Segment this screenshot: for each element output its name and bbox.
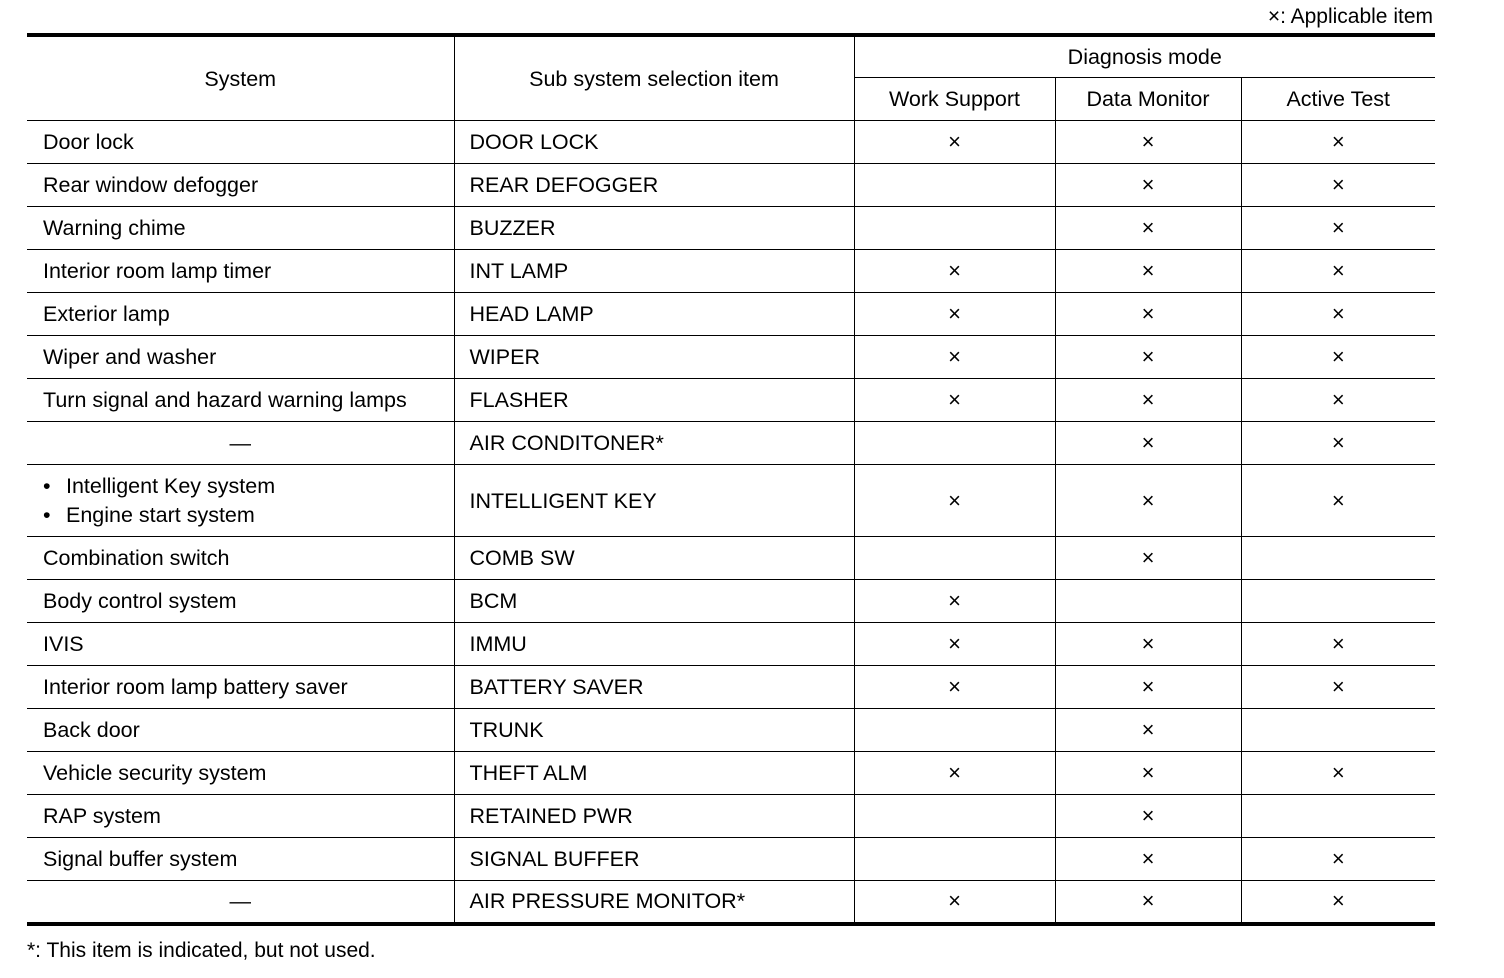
work-support-mark: ×	[854, 881, 1055, 924]
active-test-mark: ×	[1241, 752, 1435, 795]
active-test-mark: ×	[1241, 121, 1435, 164]
work-support-mark: ×	[854, 752, 1055, 795]
diagnosis-mode-table	[27, 33, 1435, 926]
work-support-mark: ×	[854, 250, 1055, 293]
system-cell: Body control system	[27, 580, 454, 623]
table-row	[27, 709, 1435, 752]
sub-system-cell: TRUNK	[454, 709, 854, 752]
active-test-mark: ×	[1241, 379, 1435, 422]
data-monitor-mark: ×	[1055, 121, 1241, 164]
table-row	[27, 422, 1435, 465]
sub-system-cell: FLASHER	[454, 379, 854, 422]
work-support-mark	[854, 164, 1055, 207]
footnote: *: This item is indicated, but not used.	[27, 939, 376, 962]
sub-system-cell: AIR CONDITONER*	[454, 422, 854, 465]
header-data-monitor: Data Monitor	[1055, 78, 1241, 121]
active-test-mark: ×	[1241, 666, 1435, 709]
sub-system-cell: BUZZER	[454, 207, 854, 250]
work-support-mark	[854, 709, 1055, 752]
work-support-mark	[854, 537, 1055, 580]
system-cell: Turn signal and hazard warning lamps	[27, 379, 454, 422]
active-test-mark: ×	[1241, 422, 1435, 465]
system-cell: RAP system	[27, 795, 454, 838]
sub-system-cell: BCM	[454, 580, 854, 623]
work-support-mark	[854, 795, 1055, 838]
sub-system-cell: AIR PRESSURE MONITOR*	[454, 881, 854, 924]
system-cell: Wiper and washer	[27, 336, 454, 379]
header-sub-system: Sub system selection item	[454, 35, 854, 121]
data-monitor-mark: ×	[1055, 207, 1241, 250]
system-cell: Door lock	[27, 121, 454, 164]
table-row	[27, 752, 1435, 795]
header-active-test: Active Test	[1241, 78, 1435, 121]
header-system: System	[27, 35, 454, 121]
table-row	[27, 293, 1435, 336]
sub-system-cell: SIGNAL BUFFER	[454, 838, 854, 881]
system-cell-dash: —	[27, 881, 454, 924]
active-test-mark	[1241, 795, 1435, 838]
data-monitor-mark: ×	[1055, 336, 1241, 379]
table-row	[27, 881, 1435, 924]
system-bullet-list	[43, 472, 454, 530]
active-test-mark: ×	[1241, 164, 1435, 207]
work-support-mark	[854, 838, 1055, 881]
work-support-mark: ×	[854, 465, 1055, 537]
data-monitor-mark: ×	[1055, 422, 1241, 465]
table-row	[27, 580, 1435, 623]
data-monitor-mark: ×	[1055, 465, 1241, 537]
sub-system-cell: WIPER	[454, 336, 854, 379]
table-row	[27, 666, 1435, 709]
active-test-mark: ×	[1241, 838, 1435, 881]
data-monitor-mark: ×	[1055, 709, 1241, 752]
sub-system-cell: REAR DEFOGGER	[454, 164, 854, 207]
active-test-mark: ×	[1241, 881, 1435, 924]
data-monitor-mark: ×	[1055, 623, 1241, 666]
system-cell: Back door	[27, 709, 454, 752]
system-cell: Interior room lamp timer	[27, 250, 454, 293]
data-monitor-mark: ×	[1055, 379, 1241, 422]
table-row	[27, 250, 1435, 293]
data-monitor-mark: ×	[1055, 881, 1241, 924]
system-cell: Warning chime	[27, 207, 454, 250]
sub-system-cell: IMMU	[454, 623, 854, 666]
table-row	[27, 336, 1435, 379]
active-test-mark	[1241, 580, 1435, 623]
system-cell: Combination switch	[27, 537, 454, 580]
sub-system-cell: HEAD LAMP	[454, 293, 854, 336]
table-row	[27, 121, 1435, 164]
header-work-support: Work Support	[854, 78, 1055, 121]
work-support-mark: ×	[854, 623, 1055, 666]
system-cell: IVIS	[27, 623, 454, 666]
table-row	[27, 537, 1435, 580]
work-support-mark: ×	[854, 666, 1055, 709]
table-row	[27, 465, 1435, 537]
sub-system-cell: RETAINED PWR	[454, 795, 854, 838]
active-test-mark: ×	[1241, 623, 1435, 666]
work-support-mark: ×	[854, 293, 1055, 336]
system-cell: Exterior lamp	[27, 293, 454, 336]
system-cell: Signal buffer system	[27, 838, 454, 881]
data-monitor-mark: ×	[1055, 838, 1241, 881]
data-monitor-mark: ×	[1055, 537, 1241, 580]
work-support-mark: ×	[854, 121, 1055, 164]
legend-applicable-item: ×: Applicable item	[1267, 5, 1433, 28]
data-monitor-mark: ×	[1055, 164, 1241, 207]
active-test-mark: ×	[1241, 336, 1435, 379]
table-row	[27, 164, 1435, 207]
table-row	[27, 207, 1435, 250]
system-cell: Interior room lamp battery saver	[27, 666, 454, 709]
active-test-mark: ×	[1241, 207, 1435, 250]
sub-system-cell: COMB SW	[454, 537, 854, 580]
work-support-mark: ×	[854, 336, 1055, 379]
table-row	[27, 838, 1435, 881]
system-bullet-item: • Engine start system	[43, 501, 454, 530]
table-row	[27, 379, 1435, 422]
active-test-mark: ×	[1241, 465, 1435, 537]
work-support-mark: ×	[854, 580, 1055, 623]
data-monitor-mark: ×	[1055, 795, 1241, 838]
work-support-mark	[854, 207, 1055, 250]
system-cell	[27, 465, 454, 537]
table-row	[27, 623, 1435, 666]
active-test-mark	[1241, 709, 1435, 752]
work-support-mark	[854, 422, 1055, 465]
table-body	[27, 121, 1435, 924]
system-cell-dash: —	[27, 422, 454, 465]
header-diagnosis-mode: Diagnosis mode	[854, 35, 1435, 78]
sub-system-cell: BATTERY SAVER	[454, 666, 854, 709]
data-monitor-mark: ×	[1055, 293, 1241, 336]
data-monitor-mark	[1055, 580, 1241, 623]
system-bullet-item: • Intelligent Key system	[43, 472, 454, 501]
active-test-mark: ×	[1241, 293, 1435, 336]
data-monitor-mark: ×	[1055, 752, 1241, 795]
work-support-mark: ×	[854, 379, 1055, 422]
sub-system-cell: THEFT ALM	[454, 752, 854, 795]
sub-system-cell: INTELLIGENT KEY	[454, 465, 854, 537]
data-monitor-mark: ×	[1055, 666, 1241, 709]
system-cell: Rear window defogger	[27, 164, 454, 207]
sub-system-cell: DOOR LOCK	[454, 121, 854, 164]
active-test-mark	[1241, 537, 1435, 580]
table-row	[27, 795, 1435, 838]
system-cell: Vehicle security system	[27, 752, 454, 795]
data-monitor-mark: ×	[1055, 250, 1241, 293]
sub-system-cell: INT LAMP	[454, 250, 854, 293]
active-test-mark: ×	[1241, 250, 1435, 293]
